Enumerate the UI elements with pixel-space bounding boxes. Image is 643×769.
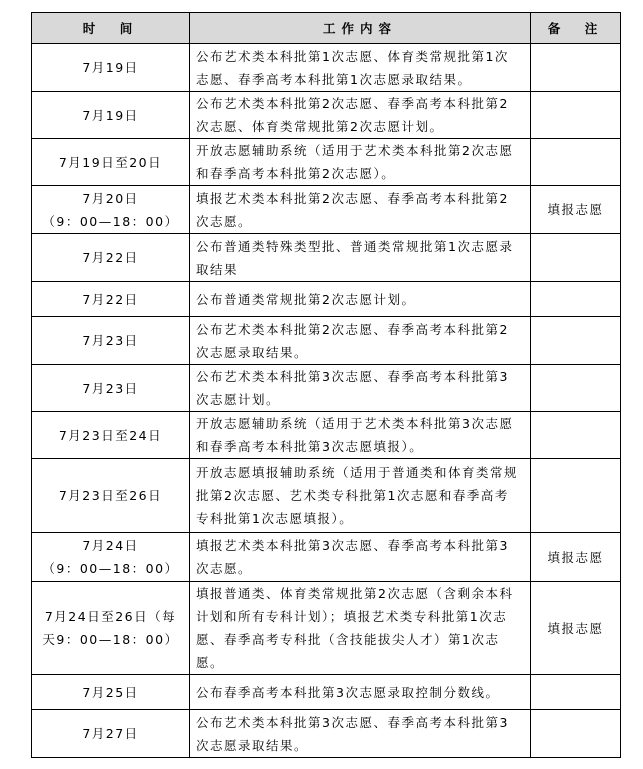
header-row	[32, 13, 621, 44]
content-line: 愿、春季高考专科批（含技能拔尖人才）第1次志愿。	[196, 632, 500, 670]
time-line: 7月27日	[82, 726, 139, 741]
time-line: 7月24日至26日（每	[44, 609, 177, 624]
time-cell	[32, 533, 190, 582]
time-cell	[32, 92, 190, 139]
note-cell	[531, 139, 621, 186]
content-line: 次志愿。	[196, 561, 253, 576]
content-cell	[190, 675, 531, 710]
content-cell	[190, 186, 531, 234]
note-cell	[531, 234, 621, 282]
content-cell	[190, 282, 531, 317]
content-cell	[190, 533, 531, 582]
table-row	[32, 186, 621, 234]
header-content: 工作内容	[190, 13, 531, 44]
content-line: 开放志愿辅助系统（适用于艺术类本科批第3次志愿	[196, 416, 514, 431]
content-line: 次志愿计划。	[196, 392, 281, 407]
table-row	[32, 533, 621, 582]
time-line: 7月20日	[82, 190, 139, 206]
time-cell	[32, 139, 190, 186]
table-row	[32, 582, 621, 675]
note-cell	[531, 533, 621, 582]
content-cell	[190, 234, 531, 282]
header-time: 时 间	[32, 13, 190, 44]
content-cell	[190, 710, 531, 758]
time-cell	[32, 186, 190, 234]
table-row	[32, 282, 621, 317]
content-line: 填报艺术类本科批第3次志愿、春季高考本科批第3	[196, 538, 509, 553]
time-line: 7月19日	[82, 107, 139, 123]
note-line: 填报志愿	[547, 202, 604, 217]
content-line: 次志愿录取结果。	[196, 344, 309, 360]
note-cell	[531, 317, 621, 365]
time-line: 7月23日	[82, 333, 139, 348]
content-line: 专科批第1次志愿填报）。	[196, 511, 354, 526]
table-row	[32, 139, 621, 186]
note-cell	[531, 44, 621, 92]
content-cell	[190, 459, 531, 533]
content-line: 志愿、春季高考本科批第1次志愿录取结果。	[196, 71, 472, 87]
table-row	[32, 44, 621, 92]
content-line: 公布普通类特殊类型批、普通类常规批第1次志愿录	[196, 238, 514, 254]
table-row	[32, 459, 621, 533]
time-line: 7月19日	[82, 60, 139, 75]
note-cell	[531, 710, 621, 758]
content-line: 开放志愿填报辅助系统（适用于普通类和体育类常规	[196, 465, 519, 480]
schedule-rows	[32, 44, 621, 758]
content-line: 公布春季高考本科批第3次志愿录取控制分数线。	[196, 684, 500, 700]
content-cell	[190, 412, 531, 459]
note-cell	[531, 186, 621, 234]
content-line: 取结果	[196, 261, 239, 277]
note-cell	[531, 412, 621, 459]
table-row	[32, 710, 621, 758]
note-line: 填报志愿	[547, 620, 604, 636]
content-cell	[190, 92, 531, 139]
content-cell	[190, 317, 531, 365]
time-line: 7月23日	[82, 380, 139, 396]
content-line: 和春季高考本科批第2次志愿）。	[196, 166, 396, 181]
note-cell	[531, 282, 621, 317]
table-row	[32, 92, 621, 139]
time-cell	[32, 282, 190, 317]
content-line: 公布艺术类本科批第2次志愿、春季高考本科批第2	[196, 321, 509, 337]
content-line: 和春季高考本科批第3次志愿填报）。	[196, 439, 424, 454]
time-line: 7月22日	[82, 291, 139, 307]
table-row	[32, 675, 621, 710]
content-line: 公布艺术类本科批第3次志愿、春季高考本科批第3	[196, 714, 509, 730]
time-cell	[32, 675, 190, 710]
content-line: 批第2次志愿、艺术类专科批第1次志愿和春季高考	[196, 488, 509, 503]
content-cell	[190, 44, 531, 92]
content-line: 填报艺术类本科批第2次志愿、春季高考本科批第2	[196, 190, 509, 206]
content-line: 次志愿。	[196, 213, 253, 229]
note-cell	[531, 459, 621, 533]
time-cell	[32, 234, 190, 282]
content-line: 公布艺术类本科批第2次志愿、春季高考本科批第2	[196, 96, 509, 111]
time-cell	[32, 412, 190, 459]
time-line: 7月23日至26日	[58, 488, 163, 503]
time-line: （9：00—18：00）	[42, 213, 179, 229]
time-line: 7月22日	[82, 250, 139, 265]
content-line: 公布普通类常规批第2次志愿计划。	[196, 291, 416, 307]
content-line: 次志愿、体育类常规批第2次志愿计划。	[196, 119, 444, 134]
note-cell	[531, 582, 621, 675]
note-line: 填报志愿	[547, 549, 604, 565]
table-row	[32, 234, 621, 282]
table-row	[32, 412, 621, 459]
time-line: 7月23日至24日	[58, 427, 163, 443]
content-line: 计划和所有专科计划）；填报艺术类专科批第1次志	[196, 609, 508, 624]
content-line: 次志愿录取结果。	[196, 737, 309, 753]
time-cell	[32, 582, 190, 675]
time-line: 7月25日	[82, 684, 139, 700]
content-line: 公布艺术类本科批第1次志愿、体育类常规批第1次	[196, 48, 509, 64]
time-line: 7月24日	[82, 538, 139, 553]
note-cell	[531, 365, 621, 412]
header-note: 备 注	[531, 13, 621, 44]
time-cell	[32, 710, 190, 758]
time-cell	[32, 365, 190, 412]
time-cell	[32, 44, 190, 92]
content-cell	[190, 139, 531, 186]
content-line: 填报普通类、体育类常规批第2次志愿（含剩余本科	[196, 586, 514, 601]
time-cell	[32, 317, 190, 365]
content-line: 公布艺术类本科批第3次志愿、春季高考本科批第3	[196, 369, 509, 384]
content-line: 开放志愿辅助系统（适用于艺术类本科批第2次志愿	[196, 143, 514, 158]
time-line: 天9：00—18：00）	[42, 632, 179, 647]
schedule-table	[31, 12, 621, 758]
content-cell	[190, 365, 531, 412]
table-row	[32, 317, 621, 365]
table-row	[32, 365, 621, 412]
time-line: 7月19日至20日	[58, 154, 163, 170]
note-cell	[531, 92, 621, 139]
time-line: （9：00—18：00）	[42, 561, 179, 576]
time-cell	[32, 459, 190, 533]
content-cell	[190, 582, 531, 675]
note-cell	[531, 675, 621, 710]
